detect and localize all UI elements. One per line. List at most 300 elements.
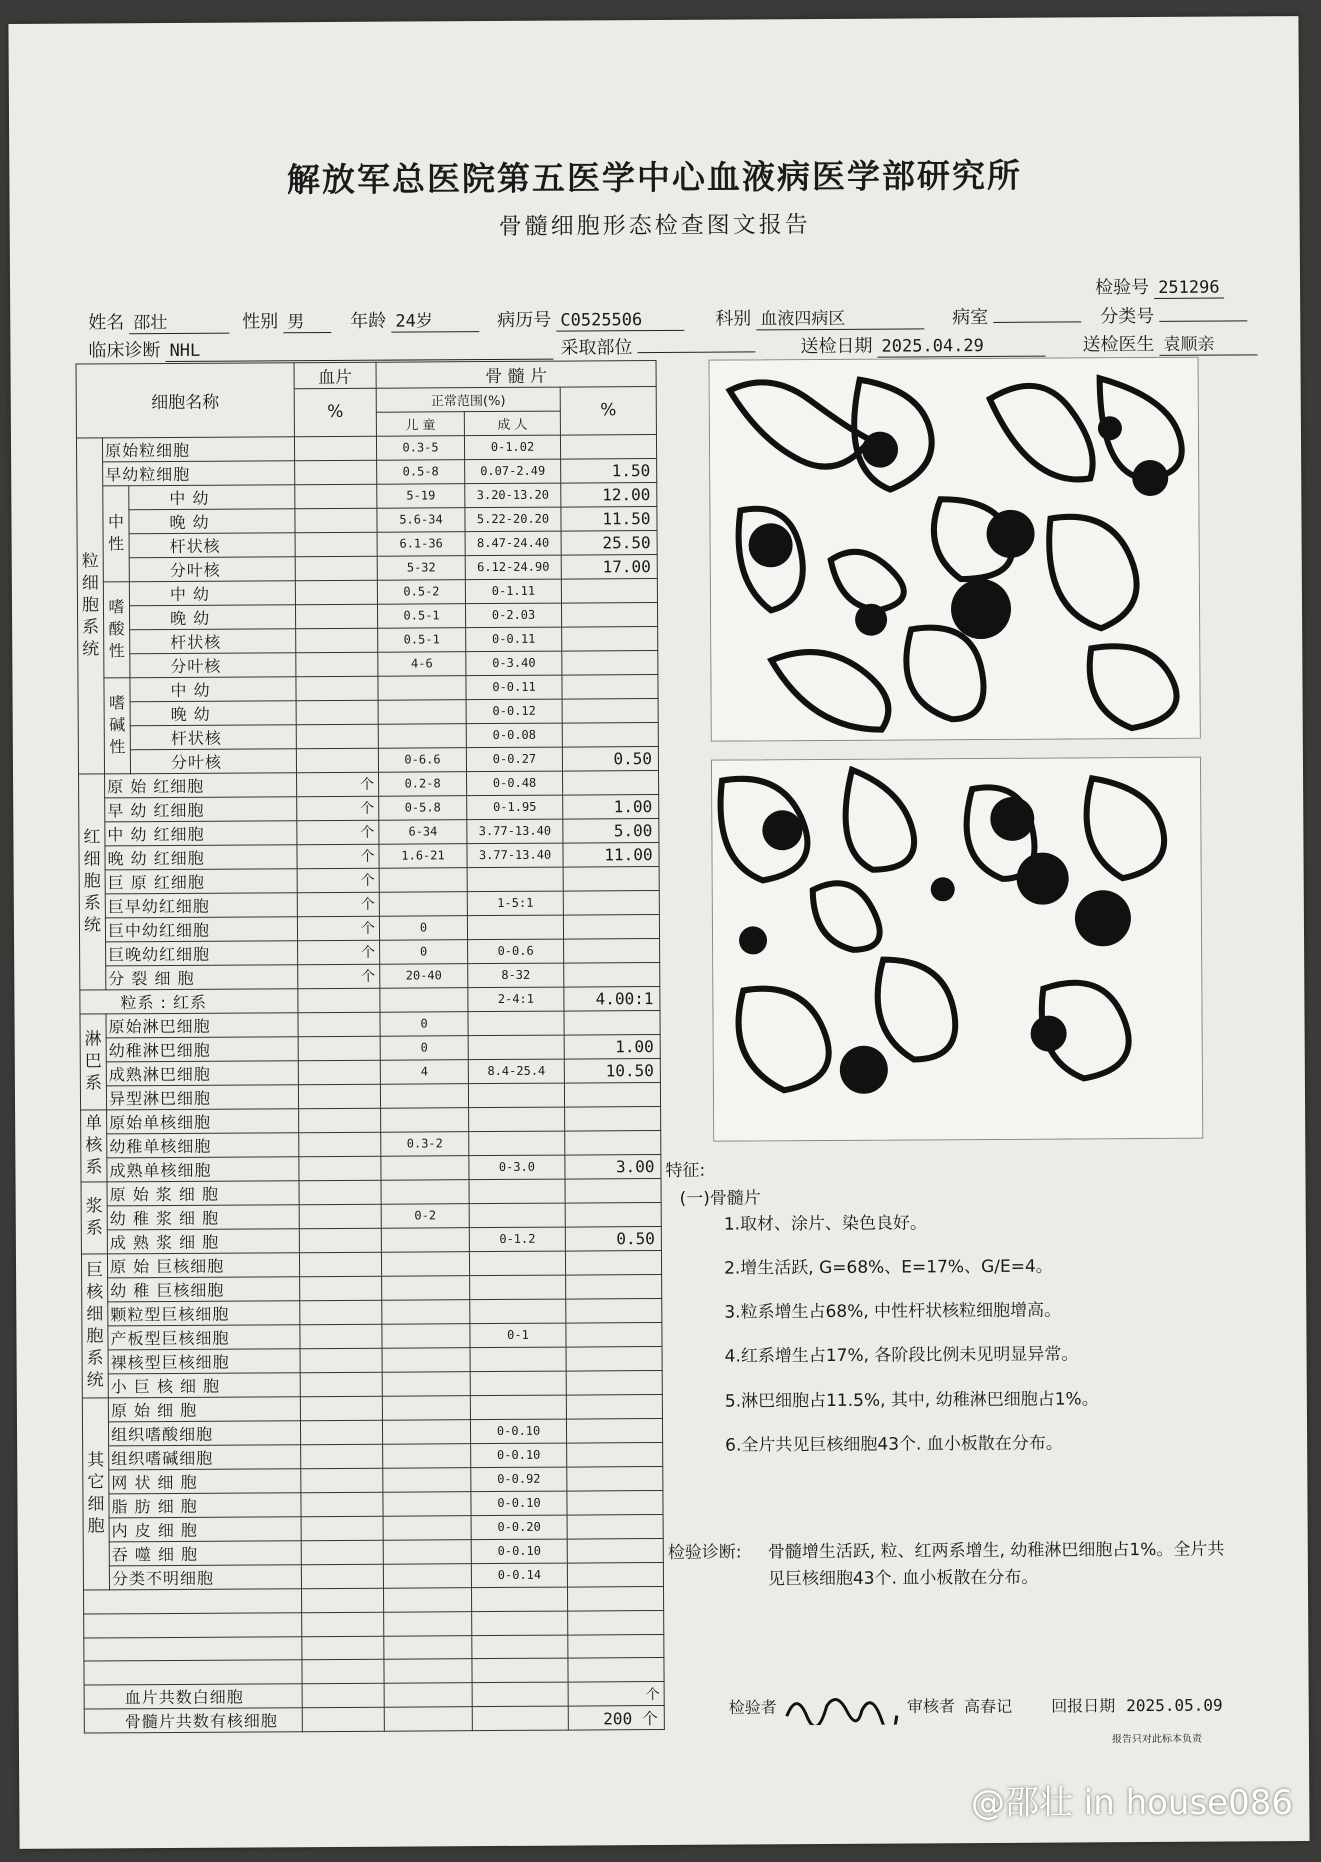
- child-range: [378, 675, 466, 700]
- blood-cell: [299, 1132, 381, 1157]
- child-range: [380, 987, 468, 1012]
- table-row: [81, 1106, 661, 1134]
- marrow-pct: [566, 1322, 662, 1347]
- blood-cell: [300, 1300, 382, 1325]
- child-range: 0: [380, 1035, 468, 1060]
- diagnosis-label: 检验诊断:: [667, 1542, 742, 1563]
- blank-cell: [472, 1635, 568, 1659]
- child-range: [381, 1155, 469, 1180]
- blank-cell: [568, 1610, 664, 1634]
- marrow-pct: [563, 866, 659, 891]
- row-name: 巨 原 红细胞: [105, 868, 297, 893]
- ward-label: 病室: [952, 306, 989, 329]
- blood-cell: [298, 1036, 380, 1061]
- blank-cell: [84, 1612, 302, 1637]
- adult-range: [469, 1107, 565, 1132]
- table-row: [84, 1634, 664, 1661]
- total-blood-unit: 个: [568, 1682, 664, 1707]
- adult-range: 0-0.27: [466, 747, 562, 772]
- row-name: 分类不明细胞: [109, 1564, 301, 1589]
- child-range: 4-6: [378, 651, 466, 676]
- child-range: [381, 1251, 469, 1276]
- row-name: 中 幼: [129, 484, 295, 509]
- table-row: [77, 530, 657, 558]
- row-name: 原始淋巴细胞: [106, 1012, 298, 1037]
- blood-cell: [298, 1084, 380, 1109]
- row-name: 产板型巨核细胞: [108, 1324, 300, 1349]
- marrow-pct: [560, 434, 656, 459]
- blood-cell: [295, 460, 377, 485]
- signature-row: [729, 1689, 1223, 1726]
- feature-item: 3.粒系增生占68%, 中性杆状核粒细胞增高。: [724, 1300, 1062, 1323]
- patient-name-field: [88, 308, 229, 335]
- normal-range-header: 正常范围(%): [376, 387, 560, 412]
- table-row: [78, 722, 658, 750]
- blood-cell: [296, 628, 378, 653]
- table-row: [84, 1610, 664, 1637]
- adult-range: [470, 1371, 566, 1396]
- child-range: [382, 1275, 470, 1300]
- table-row: [79, 794, 659, 822]
- marrow-header: 骨 髓 片: [376, 361, 656, 389]
- child-range: [382, 1299, 470, 1324]
- blood-cell: [295, 508, 377, 533]
- marrow-pct: [563, 914, 659, 939]
- blood-cell: [296, 724, 378, 749]
- table-row: [82, 1418, 662, 1446]
- adult-range: [468, 1035, 564, 1060]
- child-range: [382, 1371, 470, 1396]
- row-name: 分 裂 细 胞: [106, 964, 298, 989]
- blood-cell: [300, 1276, 382, 1301]
- child-range: 0.5-1: [378, 627, 466, 652]
- blank-cell: [472, 1659, 568, 1683]
- marrow-pct: 0.50: [565, 1226, 661, 1251]
- blood-cell: [298, 988, 380, 1013]
- table-row: [77, 602, 657, 630]
- table-row: [84, 1586, 664, 1613]
- row-name: 内 皮 细 胞: [109, 1516, 301, 1541]
- child-range: 0-2: [381, 1203, 469, 1228]
- adult-range: [467, 915, 563, 940]
- blood-cell: [301, 1468, 383, 1493]
- child-range: [382, 1323, 470, 1348]
- marrow-pct: [562, 722, 658, 747]
- blank-cell: [84, 1588, 302, 1613]
- row-name: 原 始 巨核细胞: [107, 1252, 299, 1277]
- name-value: 邵壮: [129, 308, 229, 335]
- patient-class-field: [1100, 301, 1247, 328]
- table-row: [81, 1250, 661, 1278]
- marrow-pct: 4.00:1: [564, 986, 660, 1011]
- blank-cell: [568, 1658, 664, 1682]
- blood-cell: [296, 652, 378, 677]
- test-no-label: 检验号: [1095, 276, 1150, 299]
- marrow-pct: [564, 1010, 660, 1035]
- adult-range: 8.4-25.4: [468, 1059, 564, 1084]
- blank-cell: [384, 1707, 472, 1732]
- adult-range: 0-1: [470, 1323, 566, 1348]
- blank-cell: [472, 1587, 568, 1611]
- sex-value: 男: [283, 307, 331, 333]
- ward-value: [993, 321, 1081, 323]
- table-row: [81, 1178, 661, 1206]
- blood-cell: [299, 1108, 381, 1133]
- blank-cell: [302, 1612, 384, 1636]
- blank-cell: [302, 1636, 384, 1660]
- marrow-pct: 11.00: [563, 842, 659, 867]
- micrograph-image-2: [711, 757, 1203, 1142]
- handwritten-signature: [782, 1691, 902, 1726]
- patient-doctor-field: [1082, 329, 1257, 356]
- adult-range: 0-0.08: [466, 723, 562, 748]
- subgroup-basophil: 嗜碱性: [104, 678, 131, 774]
- group-other: 其它细胞: [82, 1398, 109, 1590]
- child-header: 儿 童: [376, 412, 464, 436]
- row-name: 原始单核细胞: [107, 1108, 299, 1133]
- total-blood-row: [84, 1682, 664, 1710]
- row-name: 幼 稚 巨核细胞: [108, 1276, 300, 1301]
- adult-range: 3.20-13.20: [465, 483, 561, 508]
- marrow-pct: [566, 1274, 662, 1299]
- blood-cell: [301, 1492, 383, 1517]
- examiner-label: 检验者: [728, 1697, 777, 1718]
- dept-value: 血液四病区: [756, 303, 924, 330]
- marrow-pct: [563, 890, 659, 915]
- child-range: 0-6.6: [378, 747, 466, 772]
- row-name: 分叶核: [130, 748, 296, 773]
- child-range: [383, 1515, 471, 1540]
- marrow-pct: 1.00: [563, 794, 659, 819]
- row-name: 成 熟 浆 细 胞: [107, 1228, 299, 1253]
- marrow-pct: [566, 1298, 662, 1323]
- blank-cell: [302, 1660, 384, 1684]
- adult-range: [467, 867, 563, 892]
- adult-range: 0-0.12: [466, 699, 562, 724]
- report-title: 解放军总医院第五医学中心血液病医学部研究所: [286, 155, 1023, 200]
- marrow-pct: 1.00: [564, 1034, 660, 1059]
- child-range: [383, 1443, 471, 1468]
- patient-ward-field: [952, 302, 1081, 329]
- doctor-value: 袁顺亲: [1159, 329, 1257, 356]
- blood-cell: [298, 1060, 380, 1085]
- class-value: [1159, 320, 1247, 322]
- row-name: 脂 肪 细 胞: [109, 1492, 301, 1517]
- child-range: 6.1-36: [377, 531, 465, 556]
- marrow-pct: 5.00: [563, 818, 659, 843]
- table-row: [79, 890, 659, 918]
- child-range: [383, 1491, 471, 1516]
- feature-item: 5.淋巴细胞占11.5%, 其中, 幼稚淋巴细胞占1%。: [724, 1388, 1099, 1412]
- row-name: 颗粒型巨核细胞: [108, 1300, 300, 1325]
- row-name: 晚 幼 红细胞: [105, 844, 297, 869]
- blood-cell: [298, 1012, 380, 1037]
- row-name: 成熟淋巴细胞: [106, 1060, 298, 1085]
- adult-range: 0-0.10: [470, 1419, 566, 1444]
- adult-range: 0-0.92: [471, 1467, 567, 1492]
- name-label: 姓名: [88, 312, 125, 334]
- marrow-pct: [567, 1538, 663, 1563]
- adult-range: 3.77-13.40: [467, 819, 563, 844]
- table-row: [84, 1658, 664, 1685]
- row-name: 中 幼 红细胞: [105, 820, 297, 845]
- diagnosis-text: 骨髓增生活跃, 粒、红两系增生, 幼稚淋巴细胞占1%。全片共见巨核细胞43个. 血小板散在分布。: [767, 1539, 1225, 1590]
- row-name: 中 幼: [130, 676, 296, 701]
- marrow-pct: [565, 1178, 661, 1203]
- row-name: 原始粒细胞: [102, 436, 294, 461]
- adult-range: 0-3.0: [469, 1155, 565, 1180]
- marrow-pct: [562, 602, 658, 627]
- subgroup-eosinophil: 嗜酸性: [103, 582, 130, 678]
- blank-cell: [568, 1634, 664, 1658]
- row-name: 幼稚单核细胞: [107, 1132, 299, 1157]
- marrow-pct: [562, 650, 658, 675]
- blank-cell: [384, 1611, 472, 1635]
- marrow-pct: 11.50: [561, 506, 657, 531]
- adult-range: 0-0.10: [471, 1443, 567, 1468]
- blood-cell: [295, 532, 377, 557]
- unit-mark: 个: [297, 772, 379, 797]
- marrow-pct: [566, 1394, 662, 1419]
- feature-item: 4.红系增生占17%, 各阶段比例未见明显异常。: [724, 1344, 1079, 1368]
- row-name: 裸核型巨核细胞: [108, 1348, 300, 1373]
- adult-range: 0-1.11: [465, 579, 561, 604]
- child-range: [381, 1179, 469, 1204]
- table-row: [82, 1370, 662, 1398]
- child-range: [382, 1395, 470, 1420]
- marrow-pct: [567, 1490, 663, 1515]
- blood-cell: [299, 1252, 381, 1277]
- child-range: [378, 699, 466, 724]
- marrow-pct: [567, 1442, 663, 1467]
- group-mono: 单核系: [81, 1110, 107, 1182]
- table-row: [80, 1034, 660, 1062]
- micrograph-image-1: [709, 357, 1201, 742]
- table-row: [83, 1442, 663, 1470]
- subgroup-neutrophil: 中性: [103, 486, 130, 582]
- group-granulocyte: 粒细胞系统: [76, 438, 104, 774]
- site-label: 采取部位: [560, 337, 633, 359]
- blank-cell: [84, 1660, 302, 1685]
- child-range: [381, 1107, 469, 1132]
- child-range: 0.5-2: [377, 579, 465, 604]
- row-name: 早幼粒细胞: [103, 460, 295, 485]
- blank-cell: [384, 1683, 472, 1708]
- table-row: [81, 1130, 661, 1158]
- row-name: 成熟单核细胞: [107, 1156, 299, 1181]
- row-name: 晚 幼: [129, 604, 295, 629]
- diag-value: NHL: [165, 339, 553, 362]
- row-name: 晚 幼: [129, 508, 295, 533]
- watermark: @邵壮 in house086: [970, 1783, 1293, 1823]
- marrow-pct: [561, 578, 657, 603]
- row-name: 组织嗜碱细胞: [109, 1444, 301, 1469]
- row-name: 幼稚淋巴细胞: [106, 1036, 298, 1061]
- adult-range: 0-1.02: [464, 435, 560, 460]
- table-row: [78, 626, 658, 654]
- marrow-pct: 0.50: [562, 746, 658, 771]
- marrow-pct: [566, 1346, 662, 1371]
- blood-cell: [295, 556, 377, 581]
- blank-cell: [472, 1706, 568, 1731]
- child-range: [383, 1539, 471, 1564]
- marrow-pct: 3.00: [565, 1154, 661, 1179]
- table-row: [78, 746, 658, 774]
- row-name: 原 始 浆 细 胞: [107, 1180, 299, 1205]
- table-row: [80, 1082, 660, 1110]
- diagnosis-section: [668, 1536, 1248, 1594]
- adult-range: 2-4:1: [468, 987, 564, 1012]
- test-number: [1095, 273, 1224, 300]
- child-range: [379, 891, 467, 916]
- patient-dept-field: [715, 303, 924, 330]
- child-range: [381, 1227, 469, 1252]
- table-row: [77, 482, 657, 510]
- row-name: 巨中幼红细胞: [105, 916, 297, 941]
- blood-cell: [296, 604, 378, 629]
- child-range: 6-34: [379, 819, 467, 844]
- blood-cell: [301, 1516, 383, 1541]
- adult-range: [468, 1011, 564, 1036]
- table-row: [82, 1322, 662, 1350]
- doctor-label: 送检医生: [1082, 333, 1155, 356]
- table-row: [78, 674, 658, 702]
- table-row: [79, 914, 659, 942]
- row-name: 异型淋巴细胞: [106, 1084, 298, 1109]
- feature-item: 6.全片共见巨核细胞43个. 血小板散在分布。: [725, 1433, 1063, 1456]
- marrow-pct: [564, 962, 660, 987]
- row-name: 巨晚幼红细胞: [106, 940, 298, 965]
- table-row: [81, 1154, 661, 1182]
- row-name: 早 幼 红细胞: [105, 796, 297, 821]
- child-range: [383, 1467, 471, 1492]
- total-marrow-unit: 个: [641, 1709, 658, 1729]
- patient-site-field: [560, 332, 755, 359]
- blank-cell: [568, 1586, 664, 1610]
- table-row: [83, 1562, 663, 1590]
- reviewer-name: 高春记: [963, 1696, 1013, 1716]
- marrow-pct: [562, 698, 658, 723]
- cell-name-header: 细胞名称: [76, 363, 294, 438]
- row-name: 杆状核: [129, 532, 295, 557]
- blank-cell: [302, 1588, 384, 1612]
- marrow-pct: [565, 1130, 661, 1155]
- blood-cell: [299, 1228, 381, 1253]
- table-row: [79, 866, 659, 894]
- total-marrow-row: [84, 1706, 664, 1734]
- blood-cell: [295, 484, 377, 509]
- adult-range: 3.77-13.40: [467, 843, 563, 868]
- table-row: [80, 938, 660, 966]
- diag-label: 临床诊断: [88, 340, 161, 362]
- adult-range: 8-32: [468, 963, 564, 988]
- feature-item: 2.增生活跃, G=68%、E=17%、G/E=4。: [723, 1256, 1053, 1279]
- date-label: 送检日期: [800, 335, 873, 358]
- group-erythroid: 红细胞系统: [79, 774, 106, 990]
- patient-sex-field: [242, 307, 331, 334]
- child-range: 5-19: [377, 483, 465, 508]
- blood-cell: [301, 1540, 383, 1565]
- child-range: [380, 1083, 468, 1108]
- row-name: 粒系 : 红系: [80, 988, 298, 1013]
- adult-range: [469, 1251, 565, 1276]
- class-label: 分类号: [1100, 305, 1155, 328]
- table-row: [80, 962, 660, 990]
- unit-mark: 个: [297, 796, 379, 821]
- table-row: [80, 986, 660, 1014]
- patient-age-field: [350, 306, 479, 333]
- blank-cell: [302, 1708, 384, 1733]
- report-date-value: 2025.05.09: [1126, 1695, 1223, 1715]
- row-name: 巨早幼红细胞: [105, 892, 297, 917]
- adult-range: [469, 1179, 565, 1204]
- row-name: 晚 幼: [130, 700, 296, 725]
- adult-range: 0-1.95: [467, 795, 563, 820]
- group-plasma: 浆系: [81, 1182, 107, 1254]
- record-value: C0525506: [556, 310, 684, 332]
- row-name: 网 状 细 胞: [109, 1468, 301, 1493]
- row-name: 中 幼: [129, 580, 295, 605]
- marrow-pct: [562, 674, 658, 699]
- marrow-pct: [566, 1370, 662, 1395]
- blood-cell: [300, 1372, 382, 1397]
- record-label: 病历号: [497, 309, 552, 331]
- adult-range: 0-0.20: [471, 1515, 567, 1540]
- adult-range: 0-0.14: [471, 1563, 567, 1588]
- child-range: [382, 1347, 470, 1372]
- blood-cell: [299, 1180, 381, 1205]
- marrow-pct: 1.50: [561, 458, 657, 483]
- report-subtitle: 骨髓细胞形态检查图文报告: [498, 212, 811, 240]
- adult-range: [470, 1347, 566, 1372]
- row-name: 杆状核: [130, 628, 296, 653]
- child-range: 0.5-1: [378, 603, 466, 628]
- adult-range: 6.12-24.90: [465, 555, 561, 580]
- adult-range: [470, 1299, 566, 1324]
- table-row: [80, 1058, 660, 1086]
- table-row: [78, 650, 658, 678]
- unit-mark: 个: [298, 964, 380, 989]
- test-no-value: 251296: [1154, 278, 1224, 299]
- blood-cell: [294, 436, 376, 461]
- table-row: [77, 506, 657, 534]
- child-range: [378, 723, 466, 748]
- features-section: [665, 1156, 1267, 1478]
- child-range: 0.2-8: [379, 771, 467, 796]
- child-range: 4: [380, 1059, 468, 1084]
- total-marrow-label: 骨髓片共数有核细胞: [84, 1708, 302, 1733]
- table-row: [80, 1010, 660, 1038]
- blank-cell: [84, 1636, 302, 1661]
- table-row: [83, 1466, 663, 1494]
- blank-cell: [384, 1587, 472, 1611]
- table-row: [77, 578, 657, 606]
- marrow-pct: [564, 938, 660, 963]
- child-range: 0: [379, 915, 467, 940]
- blood-cell: [300, 1348, 382, 1373]
- cell-count-table: [76, 360, 665, 1734]
- table-row: [77, 458, 657, 486]
- blood-cell: [299, 1204, 381, 1229]
- table-row: [81, 1202, 661, 1230]
- date-value: 2025.04.29: [877, 336, 1045, 358]
- row-name: 分叶核: [130, 652, 296, 677]
- marrow-pct: [567, 1466, 663, 1491]
- blank-cell: [472, 1682, 568, 1707]
- blood-cell: [295, 580, 377, 605]
- unit-mark: 个: [297, 916, 379, 941]
- footer-note: 报告只对此标本负责: [1111, 1733, 1202, 1746]
